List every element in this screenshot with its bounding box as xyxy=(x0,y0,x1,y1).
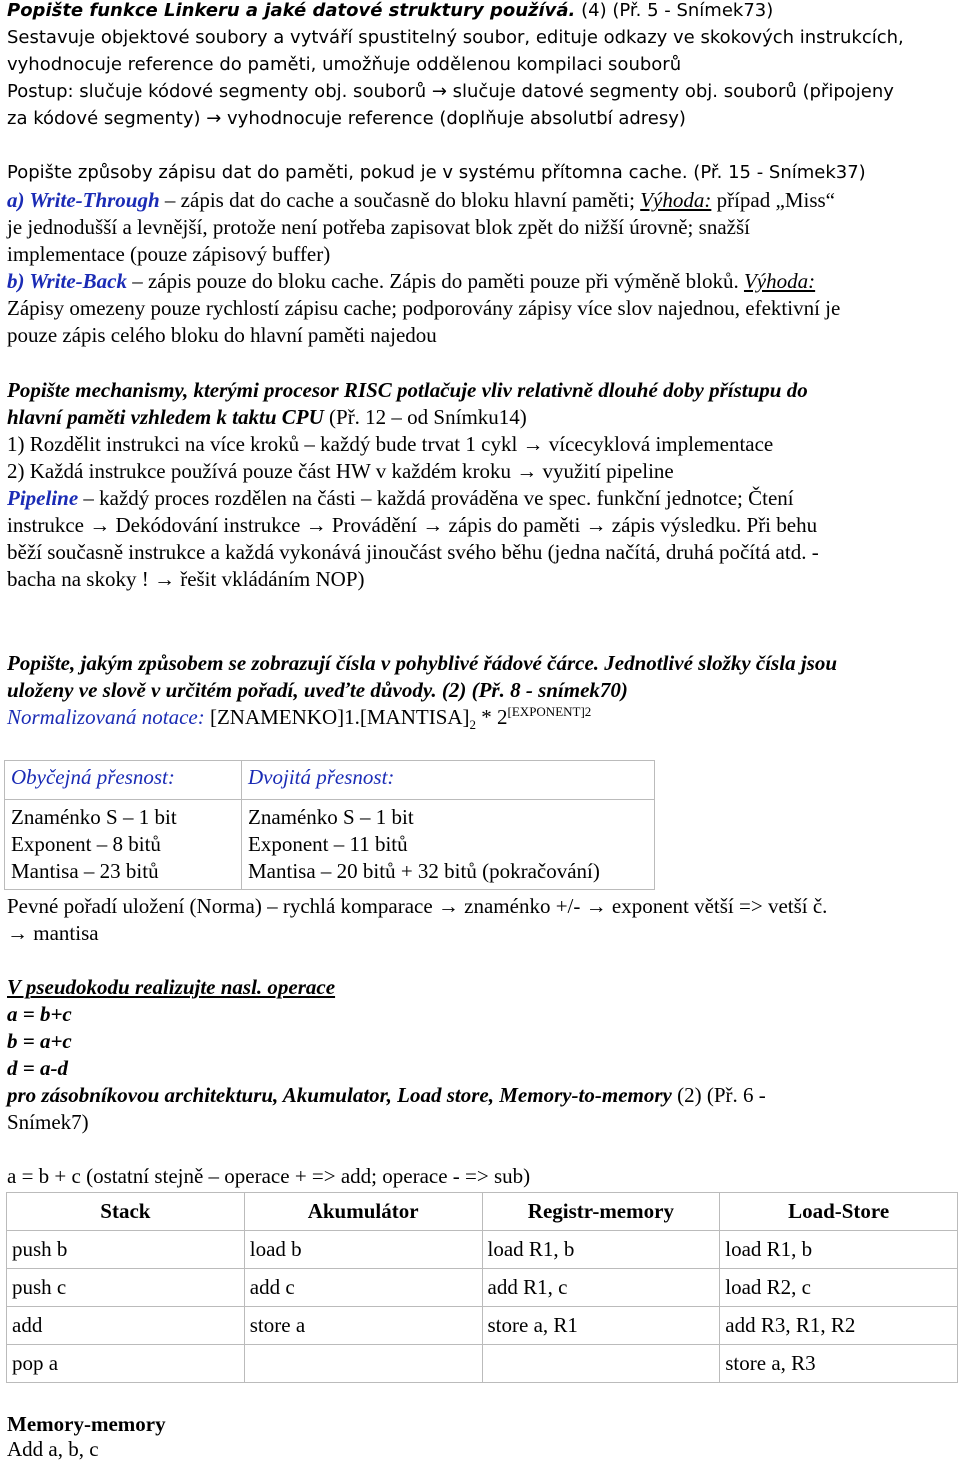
q2-line-b xyxy=(7,268,815,294)
q2-b-text: – zápis pouze do bloku cache. Zápis do paměti pouze při výměně bloků. xyxy=(126,269,744,293)
table-row xyxy=(7,1307,958,1345)
table-cell: load R2, c xyxy=(720,1269,958,1307)
q5-ref-line2: Snímek7) xyxy=(7,1110,89,1134)
single-header-text: Obyčejná přesnost: xyxy=(11,765,175,789)
q1-line: Postup: slučuje kódové segmenty obj. souborů → slučuje datové segmenty obj. souborů (připojeny xyxy=(7,81,894,102)
double-exponent: Exponent – 11 bitů xyxy=(248,832,408,856)
memory-memory-line: Add a, b, c xyxy=(7,1437,99,1461)
table-cell: push b xyxy=(7,1231,245,1269)
q3-pipeline-line xyxy=(7,485,794,511)
single-mantisa: Mantisa – 23 bitů xyxy=(11,859,159,883)
norm-sup: [EXPONENT]2 xyxy=(507,704,592,719)
q2-line: pouze zápis celého bloku do hlavní paměti najedou xyxy=(7,323,437,347)
norm-b: * 2 xyxy=(476,705,508,729)
q2-line: je jednodušší a levnější, protože není potřeba zapisovat blok zpět do nižší úrovně; snažší xyxy=(7,215,750,239)
q5-arch-line xyxy=(7,1082,766,1108)
q5-title: V pseudokodu realizujte nasl. operace xyxy=(7,975,336,999)
q2-line-a xyxy=(7,187,835,213)
table-cell: push c xyxy=(7,1269,245,1307)
table-row xyxy=(7,1269,958,1307)
q1-title: Popište funkce Linkeru a jaké datové struktury používá. xyxy=(7,0,576,21)
table-cell: add c xyxy=(244,1269,482,1307)
header-stack: Stack xyxy=(7,1193,245,1231)
q3-line: bacha na skoky ! → řešit vkládáním NOP) xyxy=(7,567,365,591)
q3-title2: hlavní paměti vzhledem k taktu CPU xyxy=(7,405,324,429)
q4-title: Popište, jakým způsobem se zobrazují čísla v pohyblivé řádové čárce. Jednotlivé složky čísla jsou xyxy=(7,651,838,675)
q5-op: b = a+c xyxy=(7,1029,72,1053)
vyhoda-label: Výhoda: xyxy=(640,188,712,212)
q3-line: 1) Rozdělit instrukci na více kroků – každý bude trvat 1 cykl → vícecyklová implementace xyxy=(7,432,774,456)
double-precision-cell xyxy=(242,800,655,890)
q1-heading xyxy=(7,0,773,24)
q4-title: uloženy ve slově v určitém pořadí, uveďte důvody. (2) (Př. 8 - snímek70) xyxy=(7,678,628,702)
single-sign: Znaménko S – 1 bit xyxy=(11,805,177,829)
pipeline-label: Pipeline xyxy=(7,486,79,510)
table-cell: store a, R1 xyxy=(482,1307,720,1345)
header-load-store: Load-Store xyxy=(720,1193,958,1231)
q1-line: Sestavuje objektové soubory a vytváří spustitelný soubor, edituje odkazy ve skokových instrukcích, xyxy=(7,27,904,48)
order-line: Pevné pořadí uložení (Norma) – rychlá komparace → znaménko +/- → exponent větší => vetší č. xyxy=(7,894,828,918)
q2-a-text: – zápis dat do cache a současně do bloku hlavní paměti; xyxy=(159,188,641,212)
q5-intro: a = b + c (ostatní stejně – operace + => add; operace - => sub) xyxy=(7,1164,531,1188)
write-back-label: b) Write-Back xyxy=(7,269,127,293)
q3-ref: (Př. 12 – od Snímku14) xyxy=(323,405,527,429)
table-cell: pop a xyxy=(7,1345,245,1383)
q2-a-text2: případ „Miss“ xyxy=(711,188,836,212)
norm-a: [ZNAMENKO]1.[MANTISA] xyxy=(204,705,470,729)
double-precision-header xyxy=(242,761,655,800)
table-cell: load b xyxy=(244,1231,482,1269)
q3-line: instrukce → Dekódování instrukce → Provádění → zápis do paměti → zápis výsledku. Při behu xyxy=(7,513,818,537)
norm-sub: 2 xyxy=(469,717,477,733)
header-accumulator: Akumulátor xyxy=(244,1193,482,1231)
single-exponent: Exponent – 8 bitů xyxy=(11,832,161,856)
double-sign: Znaménko S – 1 bit xyxy=(248,805,414,829)
memory-memory-title: Memory-memory xyxy=(7,1412,166,1436)
double-header-text: Dvojitá přesnost: xyxy=(248,765,395,789)
q1-ref: (4) (Př. 5 - Snímek73) xyxy=(575,0,774,21)
table-header-row xyxy=(7,1193,958,1231)
write-through-label: a) Write-Through xyxy=(7,188,160,212)
q3-line: běží současně instrukce a každá vykonává jinoučást svého běhu (jedna načítá, druhá počítá atd. - xyxy=(7,540,819,564)
q5-arch: pro zásobníkovou architekturu, Akumulator, Load store, Memory-to-memory xyxy=(7,1083,672,1107)
table-cell: load R1, b xyxy=(720,1231,958,1269)
q1-line: vyhodnocuje reference do paměti, umožňuje oddělenou kompilaci souborů xyxy=(7,54,682,75)
q5-op: d = a-d xyxy=(7,1056,68,1080)
q2-line: Zápisy omezeny pouze rychlostí zápisu cache; podporovány zápisy více slov najednou, efektivní je xyxy=(7,296,841,320)
table-cell xyxy=(244,1345,482,1383)
single-precision-header xyxy=(5,761,242,800)
q5-op: a = b+c xyxy=(7,1002,72,1026)
q3-line: 2) Každá instrukce používá pouze část HW v každém kroku → využití pipeline xyxy=(7,459,674,483)
header-register-memory: Registr-memory xyxy=(482,1193,720,1231)
table-cell: add R1, c xyxy=(482,1269,720,1307)
single-precision-cell xyxy=(5,800,242,890)
q2-title: Popište způsoby zápisu dat do paměti, pokud je v systému přítomna cache. (Př. 15 - Snímek37) xyxy=(7,162,866,183)
table-row xyxy=(7,1231,958,1269)
q1-line: za kódové segmenty) → vyhodnocuje reference (doplňuje absolutbí adresy) xyxy=(7,108,686,129)
q3-pipeline-text: – každý proces rozdělen na části – každá prováděna ve spec. funkční jednotce; Čtení xyxy=(78,486,794,510)
double-mantisa: Mantisa – 20 bitů + 32 bitů (pokračování) xyxy=(248,859,600,883)
q5-ref: (2) (Př. 6 - xyxy=(671,1083,766,1107)
norm-label: Normalizovaná notace: xyxy=(7,705,205,729)
table-cell: store a, R3 xyxy=(720,1345,958,1383)
table-cell xyxy=(482,1345,720,1383)
table-cell: add xyxy=(7,1307,245,1345)
table-cell: store a xyxy=(244,1307,482,1345)
order-line: → mantisa xyxy=(7,921,99,945)
q3-title: Popište mechanismy, kterými procesor RISC potlačuje vliv relativně dlouhé doby přístupu do xyxy=(7,378,808,402)
vyhoda-label: Výhoda: xyxy=(743,269,816,293)
table-cell: load R1, b xyxy=(482,1231,720,1269)
q3-title-line2 xyxy=(7,404,527,430)
architecture-table xyxy=(6,1192,958,1383)
q2-line: implementace (pouze zápisový buffer) xyxy=(7,242,331,266)
normalized-notation xyxy=(7,704,592,733)
table-cell: add R3, R1, R2 xyxy=(720,1307,958,1345)
precision-table xyxy=(4,760,655,890)
table-row xyxy=(7,1345,958,1383)
